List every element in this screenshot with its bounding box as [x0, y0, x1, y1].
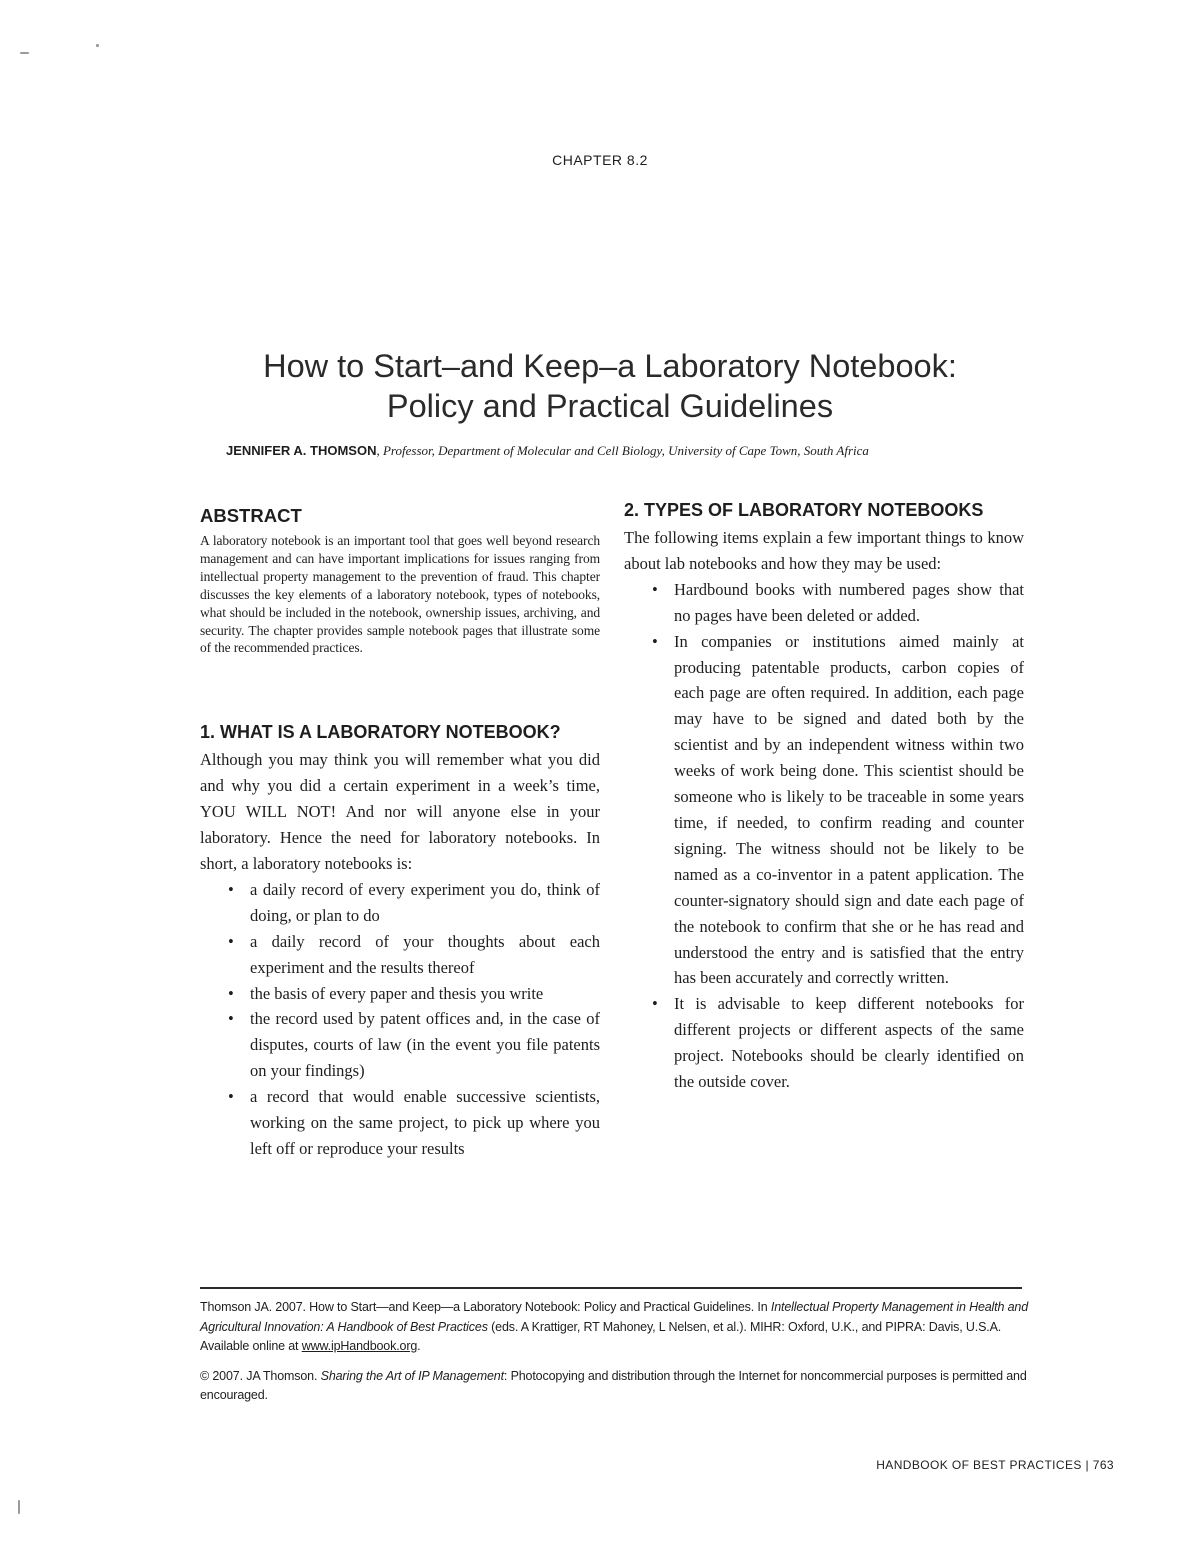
list-item: • Hardbound books with numbered pages show that no pages have been deleted or added. [674, 577, 1024, 629]
section-2-intro: The following items explain a few important things to know about lab notebooks and how they may be used: [624, 528, 1024, 573]
abstract-text: A laboratory notebook is an important tool that goes well beyond research management and can have important implications for issues ranging from intellectual property management to the prevention of fraud. This chapter discusses the key elements of a laboratory notebook, types of notebooks, what should be included in the notebook, ownership issues, archiving, and security. The chapter provides sample notebook pages that illustrate some of the recommended practices. [200, 533, 600, 656]
author-affiliation: Professor, Department of Molecular and Cell Biology, University of Cape Town, South Africa [382, 443, 869, 458]
author-line [226, 443, 1006, 459]
section-1-heading: 1. WHAT IS A LABORATORY NOTEBOOK? [200, 722, 561, 743]
footnote-block [200, 1298, 1030, 1406]
citation-book-title: Intellectual Property Management in Health and Agricultural Innovation: A Handbook of Best Practices [200, 1300, 1029, 1334]
section-2-heading: 2. TYPES OF LABORATORY NOTEBOOKS [624, 500, 984, 520]
scan-speck [96, 44, 99, 47]
right-column [624, 500, 1024, 1095]
citation-end: . [417, 1339, 421, 1354]
scan-speck [20, 52, 29, 54]
list-item: • It is advisable to keep different notebooks for different projects or different aspects of the same project. Notebooks should be clearly identified on the outside cover. [674, 991, 1024, 1095]
citation-details: (eds. A Krattiger, RT Mahoney, L Nelsen, et al.). MIHR: Oxford, U.K., and PIPRA: Davis, U.S.A. Available online at [200, 1319, 1002, 1354]
chapter-label: CHAPTER 8.2 [552, 152, 648, 168]
author-separator: , [376, 443, 383, 458]
abstract-heading: ABSTRACT [200, 505, 302, 526]
citation-note [200, 1298, 1030, 1357]
copyright-title: Sharing the Art of IP Management [320, 1368, 504, 1383]
section-1-bullet-list [250, 877, 600, 1162]
copyright-details: : Photocopying and distribution through the Internet for noncommercial purposes is permitted and encouraged. [200, 1368, 1027, 1403]
list-item: • the basis of every paper and thesis you write [250, 981, 600, 1007]
copyright-text: © 2007. JA Thomson. [200, 1368, 321, 1383]
list-item: • a daily record of every experiment you do, think of doing, or plan to do [250, 877, 600, 929]
list-item: • a daily record of your thoughts about each experiment and the results thereof [250, 929, 600, 981]
scan-speck [18, 1500, 20, 1514]
section-2-bullet-list [674, 577, 1024, 1095]
author-name: JENNIFER A. THOMSON [226, 443, 377, 458]
copyright-note [200, 1367, 1030, 1406]
running-footer: HANDBOOK OF BEST PRACTICES | 763 [876, 1458, 1114, 1472]
page-title [150, 346, 1070, 426]
left-column [200, 505, 600, 1162]
list-item: • a record that would enable successive scientists, working on the same project, to pick up where you left off or reproduce your results [250, 1084, 600, 1162]
section-1-intro: Although you may think you will remember what you did and why you did a certain experiment in a week’s time, YOU WILL NOT! And nor will anyone else in your laboratory. Hence the need for laboratory notebooks. In short, a laboratory notebooks is: [200, 750, 600, 873]
title-line-1: How to Start–and Keep–a Laboratory Notebook: [263, 348, 957, 384]
footnote-divider [200, 1287, 1022, 1289]
citation-text: Thomson JA. 2007. How to Start—and Keep—a Laboratory Notebook: Policy and Practical Guidelines. In [200, 1300, 771, 1314]
handbook-link[interactable]: www.ipHandbook.org [301, 1339, 418, 1354]
title-line-2: Policy and Practical Guidelines [386, 388, 834, 424]
list-item: • In companies or institutions aimed mainly at producing patentable products, carbon copies of each page are often required. In addition, each page may have to be signed and dated both by the scientist and by an independent witness within two weeks of work being done. This scientist should be someone who is likely to be traceable in some years time, if needed, to confirm reading and counter signing. The witness should not be likely to be named as a co-inventor in a patent application. The counter-signatory should sign and date each page of the notebook to confirm that she or he has read and understood the entry and is satisfied that the entry has been accurately and correctly written. [674, 629, 1024, 992]
list-item: • the record used by patent offices and, in the case of disputes, courts of law (in the event you file patents on your findings) [250, 1006, 600, 1084]
